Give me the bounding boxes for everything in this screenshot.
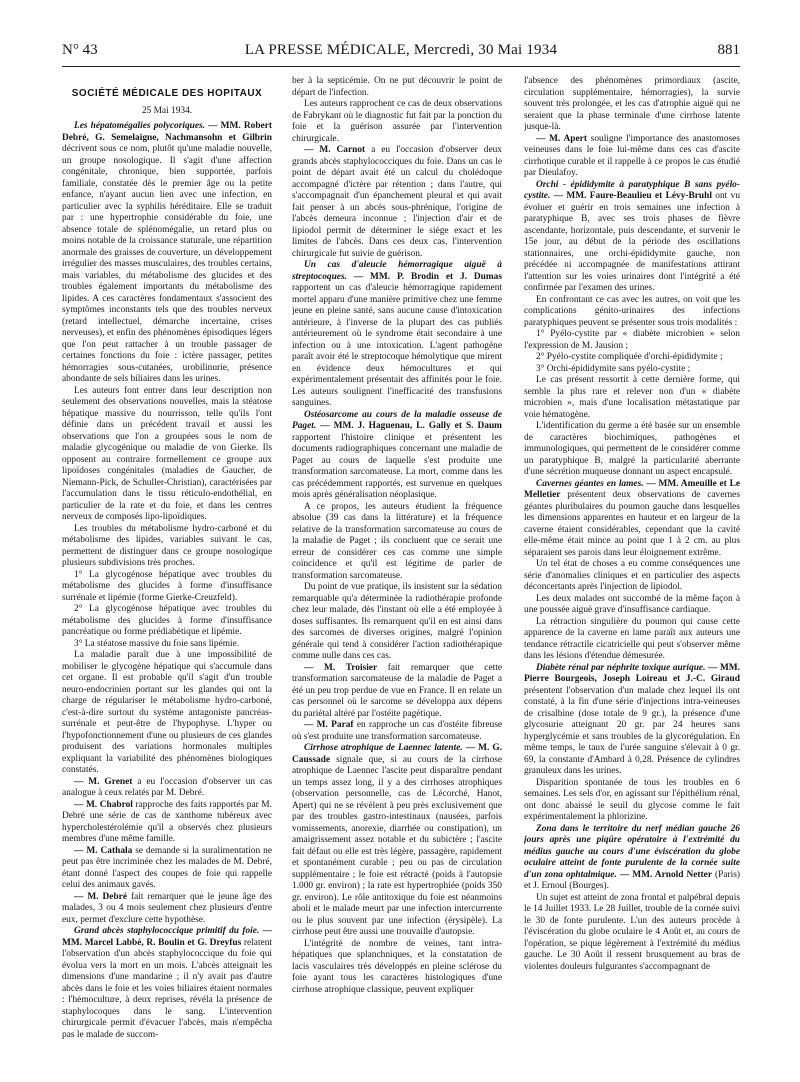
- paragraph: [62, 846, 272, 892]
- paragraph-text: 2° Pyélo-cystite compliquée d'orchi-épididymite ;: [536, 352, 723, 362]
- paragraph: [292, 99, 502, 145]
- paragraph-authors: — M. Troisier: [304, 662, 378, 673]
- paragraph-text: Les deux malades ont succombé de la même façon à une poussée aiguë grave d'insuffisance cardiaque.: [524, 593, 740, 615]
- paragraph: [292, 582, 502, 663]
- paragraph: [524, 76, 740, 134]
- paragraph: [524, 617, 740, 663]
- paragraph-text: L'intégrité de nombre de veines, tant intra-hépatiques que splanchniques, et la constatation de lacis vasculaires très développés en pleine sclérose du foie ayant tous les caractères histologiques d'une cirrhose atrophique classique, peuvent expliquer: [292, 938, 502, 995]
- paragraph-text: 1° Pyélo-cystite par « diabète microbien » selon l'expression de M. Jausion ;: [524, 329, 740, 351]
- paragraph: [292, 720, 502, 743]
- paragraph-text: 2° La glycogénose hépatique avec troubles du métabolisme des glucides à forme d'insuffisance pancréatique ou forme prédiabétique et lipémie.: [62, 604, 272, 637]
- paragraph-heading: Cirrhose atrophique de Laennec latente.: [304, 743, 463, 753]
- paragraph: [524, 352, 740, 364]
- paragraph-heading: Diabète rénal par néphrite toxique aurique.: [536, 662, 706, 673]
- paragraph-authors: — M. Grenet: [74, 776, 133, 787]
- paragraph: [62, 604, 272, 639]
- running-header: [62, 42, 740, 64]
- column-1: [62, 76, 272, 1066]
- paragraph-authors: — M. Apert: [536, 133, 587, 144]
- column-2-body: [292, 76, 502, 996]
- paragraph: [524, 364, 740, 376]
- paragraph: [524, 479, 740, 560]
- section-title: SOCIÉTÉ MÉDICALE DES HOPITAUX: [71, 88, 263, 99]
- paragraph-text: l'absence des phénomènes primordiaux (ascite, circulation supplémentaire, hémorragies), la survie souvent très prolongée, et les cas d'atrophie aiguë qui ne seraient que la phase terminale d'une cirrhose latente jusque-là.: [524, 76, 740, 132]
- page-number: 881: [717, 42, 740, 58]
- paragraph-text: 3° Orchi-épididymite sans pyélo-cystite ;: [536, 363, 691, 374]
- issue-number: N° 43: [62, 42, 98, 58]
- paragraph-text: présentent deux observations de cavernes géantes pluribulaires du poumon gauche dans lesquelles les dimensions apparentes en hauteur et en largeur de la caverne étaient considérables, cependant que la cavité elle-même était mince au point que 1 à 2 cm. au plus séparaient ses parois dans leur éloignement extrême.: [524, 490, 740, 558]
- paragraph: [62, 800, 272, 846]
- paragraph-text: En confrontant ce cas avec les autres, on voit que les complications génito-urinaires des infections paratyphiques peuvent se présenter sous trois modalités :: [524, 294, 740, 328]
- paragraph-authors: — MM. P. Brodin et J. Dumas: [346, 271, 502, 282]
- paragraph-authors: — MM. Faure-Beaulieu et Lévy-Bruhl: [550, 191, 712, 201]
- paragraph-text: présentent l'observation d'un malade chez lequel ils ont constaté, à la fin d'une série d'injections intra-veineuses de crisalbine (dose totale de 9 gr.), la présence d'une glycosurie atteignant 20 gr. par 24 heures sans hyperglycémie et sans troubles de la glycorégulation. En même temps, le taux de l'urée sanguine s'élevait à 0 gr. 69, la constante d'Ambard à 0,28. Présence de cylindres granuleux dans les urines.: [524, 685, 740, 776]
- paragraph: [524, 594, 740, 617]
- paragraph: [524, 778, 740, 824]
- paragraph-authors: — M. Carnot: [304, 145, 366, 155]
- paragraph-text: a eu l'occasion d'observer deux grands abcès staphylococciques du foie. Dans un cas le point de départ avait été un calcul du cholédoque accompagné d'ictère par rétention ; dans l'autre, qui s'accompagnait d'un épanchement pleural et qui avait fait penser à un abcès sous-phrénique, l'origine de l'abcès demeura inconnue ; l'injection d'air et de lipiodol permit de déterminer le siège exact et les limites de l'abcès. Dans ces deux cas, l'intervention chirurgicale fut suivie de guérison.: [292, 145, 502, 259]
- paragraph: [524, 559, 740, 594]
- paragraph: [62, 777, 272, 800]
- paragraph: [62, 639, 272, 651]
- paragraph-authors: — MM. Robert Debré, G. Semelaigne, Nachmansohn et Gilbrin: [62, 121, 272, 143]
- paragraph-text: Un sujet est atteint de zona frontal et palpébral depuis le 14 Juillet 1933. Le 28 Juillet, trouble de la cornée suivi le 30 de fonte purulente. L'un des auteurs procède à l'éviscération du globe oculaire le 4 Août et, au cours de l'opération, se pique légèrement à l'extrémité du médius gauche. Le 30 Août il ressent brusquement au bras de violentes douleurs fulgurantes s'accompagnant de: [524, 892, 740, 972]
- paragraph-authors: — MM. Marcel Labbé, R. Boulin et G. Dreyfus: [62, 926, 272, 948]
- paragraph-text: Le cas présent ressortit à cette dernière forme, qui semble la plus rare et relever non d'un « diabète microbien », mais d'une localisation métastatique par voie hématogène.: [524, 375, 740, 420]
- paragraph: [62, 650, 272, 777]
- paragraph-authors: — MM. Ameuille et Le Melletier: [524, 478, 740, 500]
- paragraph-heading: Un cas d'aleucie hémorragique aiguë à streptocoques.: [292, 260, 502, 282]
- paragraph-authors: — M. G. Caussade: [292, 743, 502, 765]
- paragraph-authors: — M. Debré: [74, 891, 127, 902]
- paragraph-authors: — MM. Pierre Bourgeois, Joseph Loireau et J.-C. Giraud: [524, 662, 740, 684]
- paragraph-heading: Cavernes géantes en lames.: [536, 478, 644, 489]
- paragraph-text: Du point de vue pratique, ils insistent sur la sédation remarquable qu'a déterminée la radiothérapie profonde chez leur malade, dès l'instant où elle a été employée à doses suffisantes. Ils remarquent qu'il en est ainsi dans des sarcomes de diverses origines, malgré l'opinion générale qui tend à considérer l'action radiothérapique comme nulle dans ces cas.: [292, 582, 502, 661]
- header-rule: [62, 66, 740, 67]
- paragraph-text: Les auteurs font entrer dans leur description non seulement des observations nouvelles, mais la stéatose hépatique massive du nourrisson, telle qu'ils l'ont définie dans un précédent travail et aussi les observations que l'on a groupées sous le nom de maladie glycogénique ou maladie de von Gierke. Ils opposent au contraire formellement ce groupe aux lipoïdoses congénitales (maladies de Gaucher, de Niemann-Pick, de Schuller-Christian), caractérisées par l'accumulation dans le tissu réticulo-endothélial, en particulier de la rate et du foie, et dans les centres nerveux de composés lipo-lipoïdiques.: [62, 385, 272, 522]
- paragraph: [292, 502, 502, 583]
- paragraph: [524, 824, 740, 893]
- paragraph: [292, 260, 502, 410]
- paragraph-text: 1° La glycogénose hépatique avec troubles du métabolisme des glucides à forme d'insuffisance surrénale et lipémie (forme Gierke-Creuzfeld).: [62, 569, 272, 603]
- paragraph-text: A ce propos, les auteurs étudient la fréquence absolue (39 cas dans la littérature) et la fréquence relative de la transformation sarcomateuse au cours de la maladie de Paget ; ils concluent que ce serait une erreur de considérer ces cas comme une simple coïncidence et qu'il est légitime de parler de transformation sarcomateuse.: [292, 501, 502, 581]
- paragraph-text: en rapproche un cas d'ostéite fibreuse où s'est produite une transformation sarcomateuse.: [292, 720, 502, 742]
- paragraph: [524, 329, 740, 352]
- paragraph-text: signale que, si au cours de la cirrhose atrophique de Laennec l'ascite peut disparaître pendant un temps assez long, il y a des cirrhoses atrophiques (observation personnelle, cas de Lécorché, Hanot, Apert) qui ne se révèlent à peu près exclusivement que par des troubles gastro-intestinaux (nausées, parfois vomissements, anorexie, diarrhée ou constipation), un amaigrissement assez notable et du subictère ; l'ascite fait défaut ou elle est très légère, passagère, rapidement et spontanément curable ; peu ou pas de circulation supplémentaire ; le foie est rétracté (poids à l'autopsie 1.000 gr. environ) ; la rate est hypertrophiée (poids 350 gr. environ). Le rôle antitoxique du foie est néanmoins aboli et le malade meurt par une infection intercurrente ou le plus souvent par une infection (érysipèle). La cirrhose peut être aussi une trouvaille d'autopsie.: [292, 754, 502, 937]
- paragraph-text: rapportent un cas d'aleucie hémorragique rapidement mortel apparu d'une manière primitive chez une femme jeune en pleine santé, sans aucune cause d'intoxication antérieure, à l'inverse de la plupart des cas publiés antérieurement où le syndrome était secondaire à une infection ou à une intoxication. L'agent pathogène paraît avoir été le streptocoque hémolytique que mirent en évidence deux hémocultures et qui expérimentalement présentait des affinités pour le foie. Les auteurs soulignent l'inefficacité des transfusions sanguines.: [292, 283, 502, 408]
- paragraph-heading: Zona dans le territoire du nerf médian gauche 26 jours après une piqûre opératoire à l'extrémité du médius gauche au cours d'une éviscération du globe oculaire atteint de fonte purulente de la cornée suite d'un zona ophtalmique.: [524, 823, 740, 880]
- paragraph-text: (Paris) et J. Ernoul (Bourges).: [524, 869, 740, 891]
- paragraph: [524, 134, 740, 180]
- paragraph-text: Les auteurs rapprochent ce cas de deux observations de Fabrykant où le diagnostic fut fait par la ponction du foie et la guérison assurée par l'intervention chirurgicale.: [292, 99, 502, 144]
- paragraph-text: rapproche des faits rapportés par M. Debré une série de cas de xanthome tubéreux avec hypercholestérolémie qu'il a observés chez plusieurs membres d'une même famille.: [62, 799, 272, 844]
- paragraph: [524, 295, 740, 330]
- paragraph-text: ont vu évoluer et guérir en trois semaines une infection à paratyphique B, avec ses trois phases de fièvre ascendante, horizontale, puis descendante, et survenir le 15e jour, au début de la période des oscillations stationnaires, une orchi-épididymite gauche, non précédée ni accompagnée de manifestations attirant l'attention sur les voies urinaires dont l'intégrité a été confirmée par l'examen des urines.: [524, 191, 740, 293]
- paragraph: [524, 180, 740, 295]
- column-3: [524, 76, 740, 1066]
- paragraph: [62, 926, 272, 1041]
- paragraph-text: fait remarquer que cette transformation sarcomateuse de la maladie de Paget a été un peu trop perdue de vue en France. Il en relate un cas personnel où le sarcome se développa aux dépens du pariétal altéré par l'ostéite pagétique.: [292, 662, 502, 719]
- paragraph: [292, 663, 502, 721]
- paragraph-text: La rétraction singulière du poumon qui cause cette apparence de la caverne en lame paraît aux auteurs une tendance rétractile cicatricielle qui peut s'observer même dans les lésions d'étendue démesurée.: [524, 616, 740, 661]
- paragraph-text: fait remarquer que le jeune âge des malades, 3 ou 4 mois seulement chez plusieurs d'entre eux, permet d'exclure cette hypothèse.: [62, 891, 272, 925]
- paragraph-text: décrivent sous ce nom, plutôt qu'une maladie nouvelle, un groupe nosologique. Il s'agit d'une affection congénitale, chronique, bien supportée, parfois familiale, constatée dès le premier âge ou la petite enfance, n'ayant aucun lien avec une infection, en particulier avec la syphilis héréditaire. Elle se traduit par : une hypertrophie considérable du foie, une absence totale de splénomégalie, un retard plus ou moins notable de la croissance staturale, une répartition anormale des graisses de couverture, un développement irrégulier des masses musculaires, des troubles certains, mais variables, du métabolisme des glucides et des troubles également importants du métabolisme des lipides. A ces caractères fondamentaux s'associent des symptômes inconstants tels que des troubles nerveux (retard intellectuel, démarche incertaine, crises nerveuses), et enfin des phénomènes épisodiques légers que l'on peut rattacher à un trouble passager de certaines fonctions du foie : ictère passager, petites hémorragies sous-cutanées, urobilinurie, présence abondante de sels biliaires dans les urines.: [62, 144, 272, 384]
- paragraph-text: a eu l'occasion d'observer un cas analogue à ceux relatés par M. Debré.: [62, 776, 272, 798]
- paragraph-text: 3° La stéatose massive du foie sans lipémie.: [74, 638, 240, 649]
- paragraph-text: souligne l'importance des anastomoses veineuses dans le foie lui-même dans ces cas d'ascite cirrhotique curable et il rappelle à ce propos le cas étudié par Dieulafoy.: [524, 133, 740, 178]
- paragraph: [62, 570, 272, 605]
- paragraph-authors: — MM. J. Haguenau, L. Gally et S. Daum: [316, 421, 502, 431]
- paragraph-heading: Ostéosarcome au cours de la maladie osseuse de Paget.: [292, 409, 502, 431]
- paragraph: [524, 375, 740, 421]
- section-date: 25 Mai 1934.: [141, 105, 193, 116]
- column-1-body: [62, 121, 272, 1041]
- paragraph-authors: — M. Chabrol: [74, 799, 133, 810]
- paragraph: [62, 121, 272, 386]
- paragraph-text: La maladie paraît due à une impossibilité de mobiliser le glycogène hépatique qui s'accumule dans cet organe. Il est probable qu'il s'agit d'un trouble neuro-endocrinien portant sur les glandes qui ont la charge de régulariser le métabolisme hydro-carboné, c'est-à-dire surtout du système antagoniste pancréas-surrénale et peut-être de l'hypophyse. L'hyper ou l'hypofonctionnement d'une ou plusieurs de ces glandes produisent des variations hormonales multiples expliquant la variabilité des phénomènes biologiques constatés.: [62, 650, 272, 775]
- paragraph: [62, 386, 272, 524]
- paragraph: [292, 939, 502, 997]
- paragraph-text: Les troubles du métabolisme hydro-carboné et du métabolisme des lipides, variables suivant le cas, permettent de distinguer dans ce groupe nosologique plusieurs subdivisions très proches.: [62, 523, 272, 568]
- paragraph-authors: — M. Paraf: [304, 720, 354, 730]
- paragraph-text: relatent l'observation d'un abcès staphylococcique du foie qui évolua vers la mort en un mois. L'abcès atteignait les dimensions d'une mandarine ; il n'y avait pas d'autre abcès dans le foie et les voies biliaires étaient normales : l'hémoculture, à deux reprises, révéla la présence de staphylocoques dans le sang. L'intervention chirurgicale permit d'évacuer l'abcès, mais n'empêcha pas le malade de succom-: [62, 937, 272, 1040]
- paragraph-authors: — M. Cathala: [74, 845, 133, 856]
- journal-title: LA PRESSE MÉDICALE, Mercredi, 30 Mai 1934: [244, 42, 558, 58]
- paragraph: [524, 421, 740, 479]
- paragraph: [62, 892, 272, 927]
- paragraph-text: L'identification du germe a été basée sur un ensemble de caractères biochimiques, pathogènes et immunologiques, qui permettent de le considérer comme un paratyphique B, malgré la particularité aberrante d'une sécrétion muqueuse donnant un aspect encapsulé.: [524, 421, 740, 477]
- column-3-body: [524, 76, 740, 973]
- paragraph-text: se demande si la suralimentation ne peut pas être incriminée chez les malades de M. Debré, étant donné l'aspect des coupes de foie qui rappelle celui des animaux gavés.: [62, 845, 272, 890]
- paragraph: [62, 524, 272, 570]
- paragraph: [292, 76, 502, 99]
- paragraph-text: ber à la septicémie. On ne put découvrir le point de départ de l'infection.: [292, 76, 502, 98]
- paragraph-text: rapportent l'histoire clinique et présentent les documents radiographiques concernant une maladie de Paget au cours de laquelle s'est produite une transformation sarcomateuse. La mort, comme dans les cas précédemment rapportés, est survenue en quelques mois après généralisation néoplasique.: [292, 432, 502, 500]
- paragraph-text: Un tel état de choses a eu comme conséquences une série d'anomalies cliniques et en particulier des aspects déconcertants après l'injection de lipiodol.: [524, 559, 740, 592]
- paragraph-text: Disparition spontanée de tous les troubles en 6 semaines. Les sels d'or, en agissant sur l'épithélium rénal, ont donc abaissé le seuil du glycose comme le fait expérimentalement la phlorizine.: [524, 777, 740, 822]
- paragraph: [524, 663, 740, 778]
- paragraph: [292, 145, 502, 260]
- paragraph: [524, 893, 740, 974]
- column-2: [292, 76, 502, 1066]
- paragraph-heading: Grand abcès staphylococcique primitif du foie.: [74, 926, 260, 936]
- paragraph-heading: Orchi - épididymite à paratyphique B sans pyélo-cystite.: [524, 179, 740, 201]
- paragraph: [292, 743, 502, 939]
- paragraph: [292, 410, 502, 502]
- paragraph-authors: — MM. Arnold Netter: [616, 869, 712, 880]
- paragraph-heading: Les hépatomégalies polycoriques.: [74, 121, 206, 131]
